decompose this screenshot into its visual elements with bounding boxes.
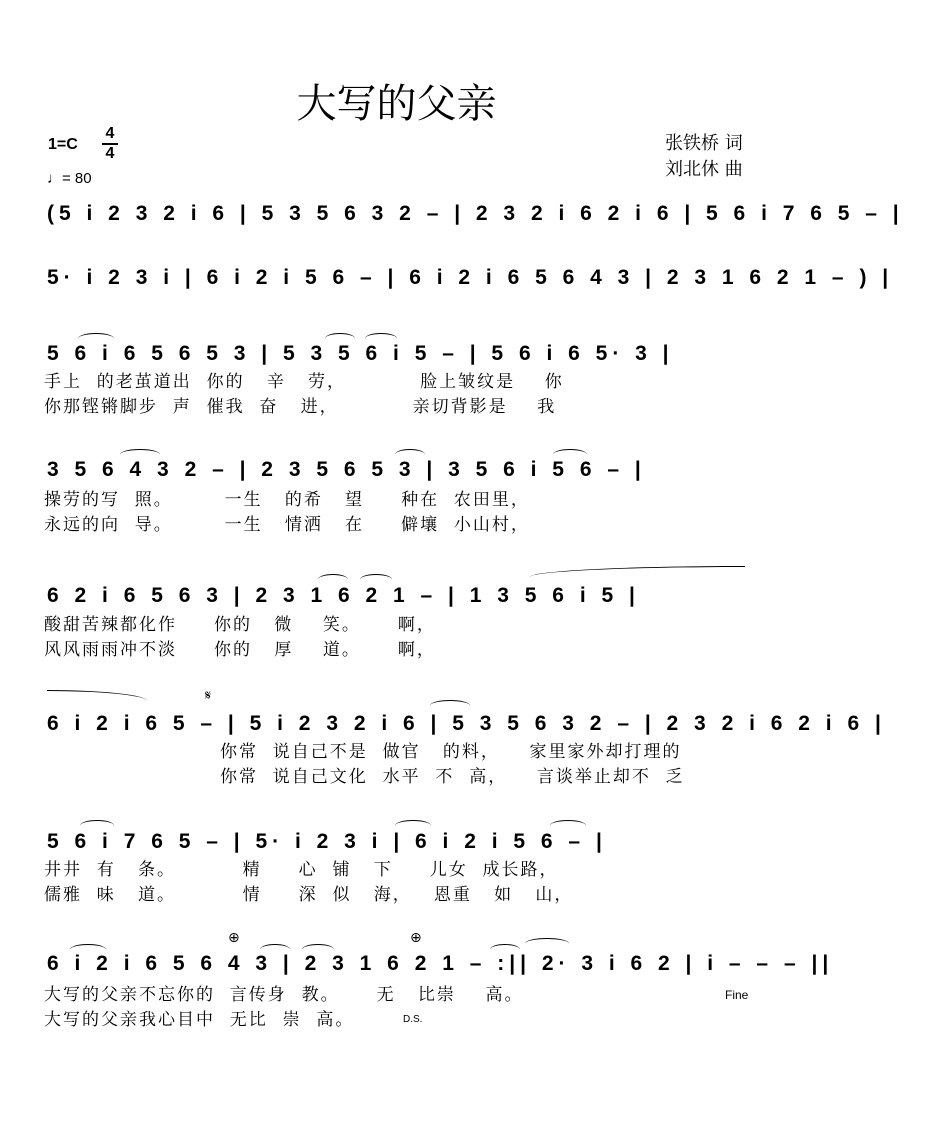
tempo-value: = 80: [62, 170, 92, 187]
lyric-line-7-verse-1: 井井 有 条。 精 心 铺 下 儿女 成长路，: [44, 860, 559, 880]
slur-mark: [430, 700, 470, 711]
lyric-line-4-verse-2: 永远的向 导。 一生 情洒 在 僻壤 小山村，: [44, 515, 530, 535]
score-line-5: 6 2 i 6 5 6 3 | 2 3 1 6 2 1 – | 1 3 5 6 i 5 |: [47, 584, 640, 607]
lyricist-credit: 张铁桥 词: [665, 133, 743, 154]
lyric-line-5-verse-1: 酸甜苦辣都化作 你的 微 笑。 啊，: [44, 615, 436, 635]
tempo-marking: [47, 170, 92, 187]
lyric-line-5-verse-2: 风风雨雨冲不淡 你的 厚 道。 啊，: [44, 640, 436, 660]
song-title: 大写的父亲: [296, 81, 497, 127]
key-signature: 1=C: [48, 136, 78, 153]
lyric-line-6-verse-2: 你常 说自己文化 水平 不 高， 言谈举止却不 乏: [220, 767, 685, 787]
score-line-1: (5 i 2 3 2 i 6 | 5 3 5 6 3 2 – | 2 3 2 i 6 2 i 6 | 5 6 i 7 6 5 – |: [47, 202, 904, 225]
coda-icon: ⊕: [228, 930, 240, 946]
time-sig-top: 4: [105, 125, 115, 142]
lyric-line-3-verse-1: 手上 的老茧道出 你的 辛 劳， 脸上皱纹是 你: [44, 372, 564, 392]
lyric-line-7-verse-2: 儒雅 味 道。 情 深 似 海， 恩重 如 山，: [44, 885, 574, 905]
score-line-7: 5 6 i 7 6 5 – | 5· i 2 3 i | 6 i 2 i 5 6 – |: [47, 830, 607, 853]
score-line-2: 5· i 2 3 i | 6 i 2 i 5 6 – | 6 i 2 i 6 5 6 4 3 | 2 3 1 6 2 1 – ) |: [47, 266, 894, 289]
slur-mark: [525, 938, 569, 949]
score-line-3: 5 6 i 6 5 6 5 3 | 5 3 5 6 i 5 – | 5 6 i 6 5· 3 |: [47, 342, 674, 365]
phrase-slur: [47, 690, 147, 701]
lyric-line-3-verse-2: 你那铿锵脚步 声 催我 奋 进， 亲切背影是 我: [44, 397, 557, 417]
score-line-4: 3 5 6 4 3 2 – | 2 3 5 6 5 3 | 3 5 6 i 5 6 – |: [47, 458, 646, 481]
coda-icon: ⊕: [410, 930, 422, 946]
lyric-line-6-verse-1: 你常 说自己不是 做官 的料， 家里家外却打理的: [220, 742, 682, 762]
composer-credit: 刘北休 曲: [665, 159, 743, 180]
score-line-6: 6 i 2 i 6 5 – | 5 i 2 3 2 i 6 | 5 3 5 6 3 2 – | 2 3 2 i 6 2 i 6 |: [47, 712, 886, 735]
time-signature: [102, 126, 118, 162]
segno-icon: 𝄋: [205, 688, 212, 704]
dal-segno-marking: D.S.: [403, 1014, 423, 1025]
lyric-line-8-verse-1: 大写的父亲不忘你的 言传身 教。 无 比崇 高。: [44, 985, 524, 1005]
score-line-8: 6 i 2 i 6 5 6 4 3 | 2 3 1 6 2 1 – :|| 2· 3 i 6 2 | i – – – ||: [47, 952, 834, 975]
fine-marking: Fine: [725, 988, 749, 1002]
lyric-line-4-verse-1: 操劳的写 照。 一生 的希 望 种在 农田里，: [44, 490, 530, 510]
lyric-line-8-verse-2: 大写的父亲我心目中 无比 崇 高。: [44, 1010, 355, 1030]
quarter-note-icon: ♩: [47, 170, 62, 187]
phrase-slur: [530, 566, 745, 577]
time-sig-bottom: 4: [105, 145, 115, 162]
